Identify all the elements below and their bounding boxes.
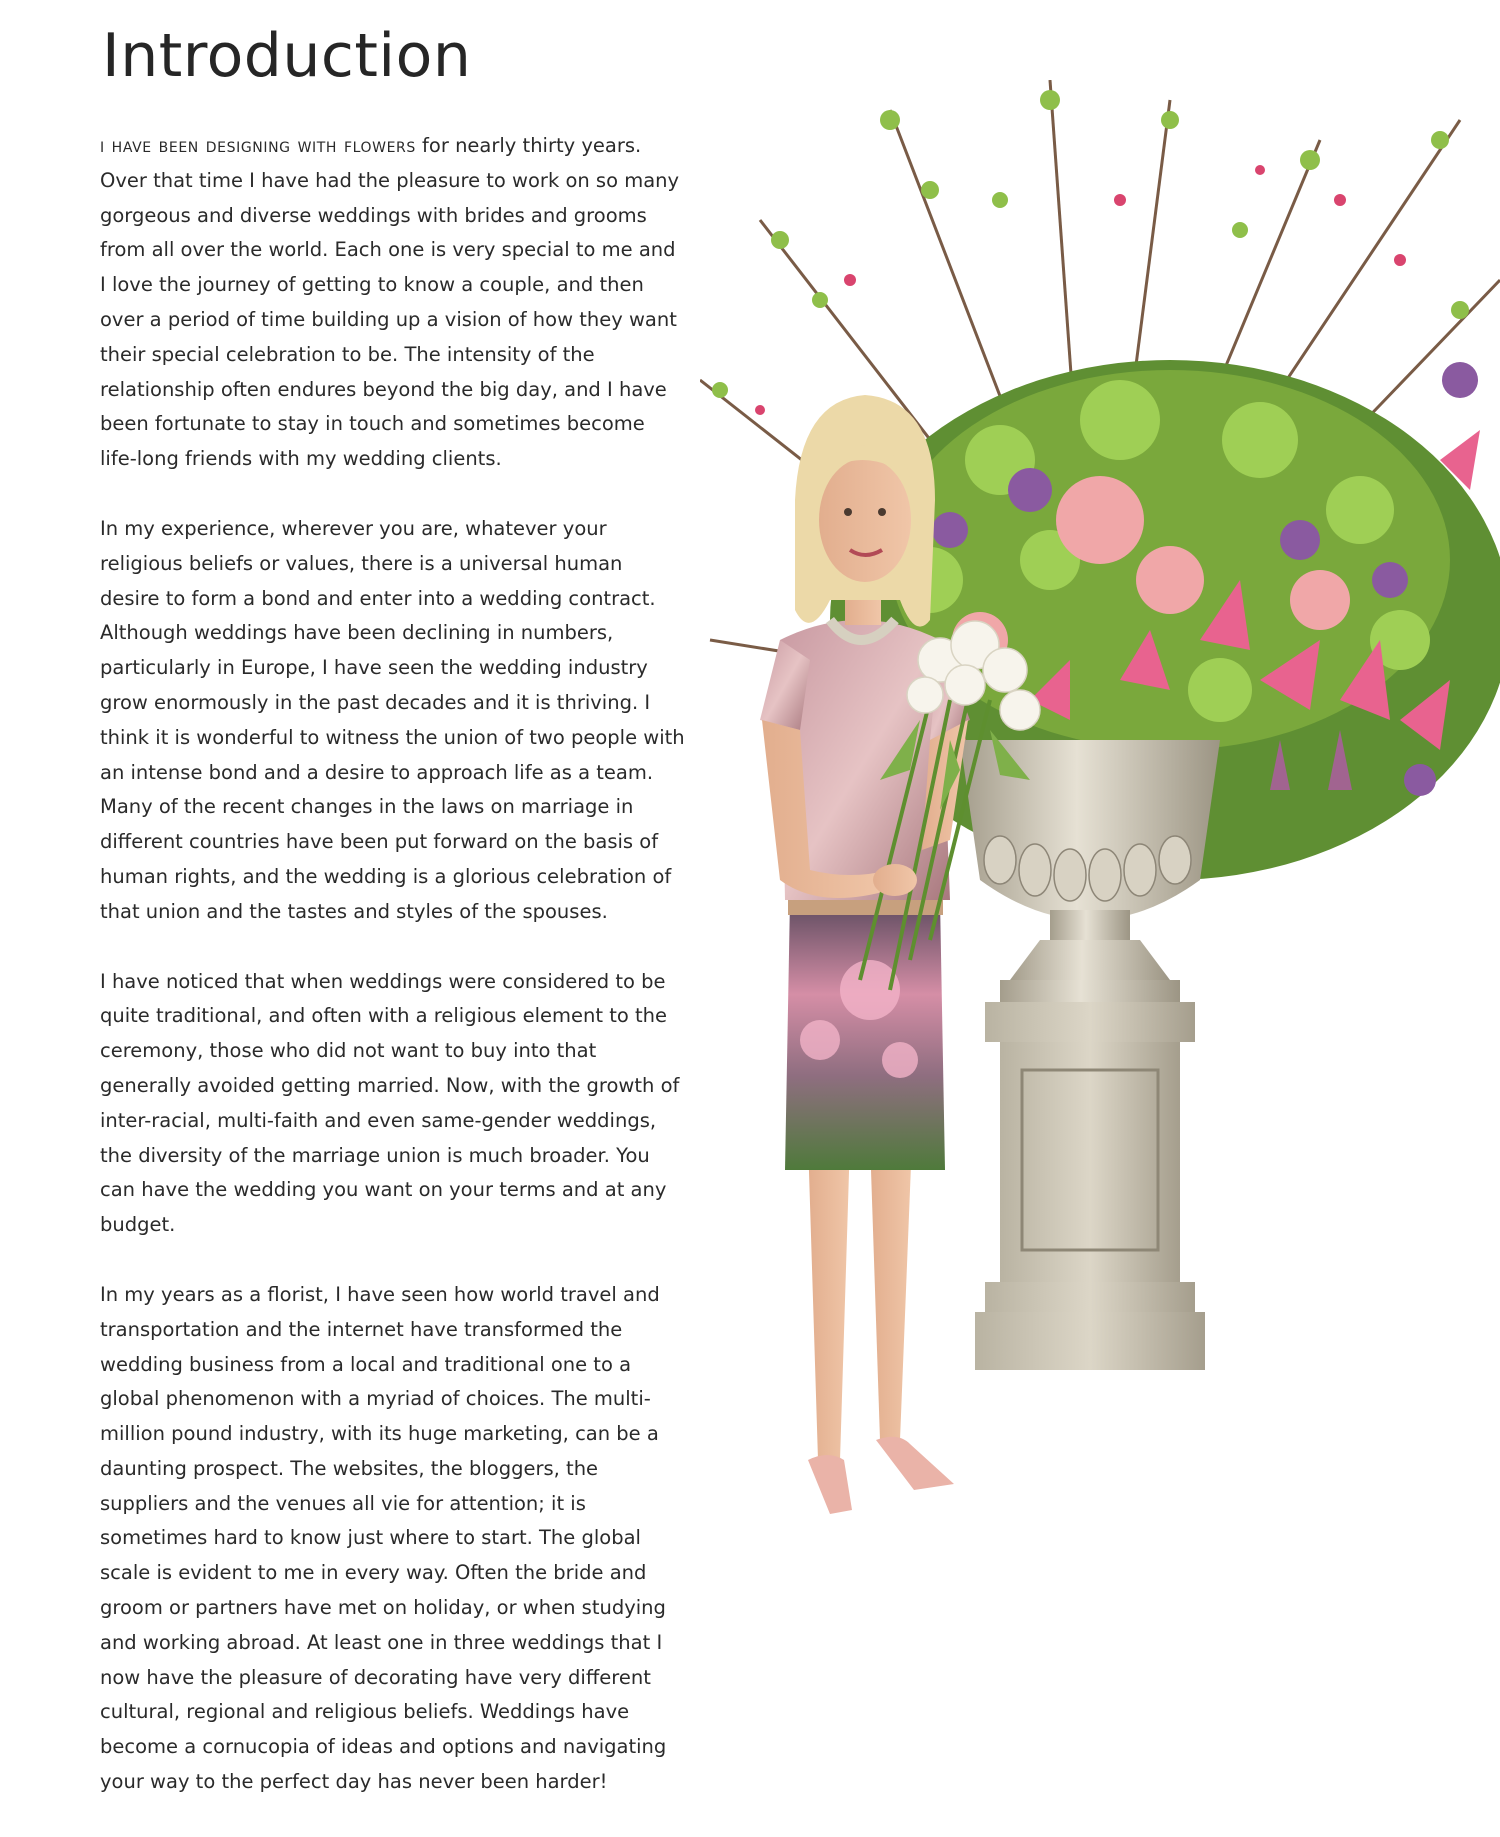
paragraph-3: I have noticed that when weddings were considered to be quite traditional, and often with a religious element to the ceremony, those who did not want to buy into that generally avoided getting married. Now, with the growth of inter-racial, multi-faith and even same-gender weddings, the diversity of the marriage union is much broader. You can have the wedding you want on your terms and at any budget. — [100, 969, 680, 1237]
florist-with-flower-urn-photo-icon — [700, 80, 1500, 1800]
body-text — [100, 128, 685, 1835]
paragraph-2: In my experience, wherever you are, whatever your religious beliefs or values, there is a universal human desire to form a bond and enter into a wedding contract. Although weddings have been declining in numbers, particularly in Europe, I have seen the wedding industry grow enormously in the past decades and it is thriving. I think it is wonderful to witness the union of two people with an intense bond and a desire to approach life as a team. Many of the recent changes in the laws on marriage in different countries have been put forward on the basis of human rights, and the wedding is a glorious celebration of that union and the tastes and styles of the spouses. — [100, 516, 685, 923]
paragraph-4: In my years as a florist, I have seen how world travel and transportation and the internet have transformed the wedding business from a local and traditional one to a global phenomenon with a myriad of choices. The multi-million pound industry, with its huge marketing, can be a daunting prospect. The websites, the bloggers, the suppliers and the venues all vie for attention; it is sometimes hard to know just where to start. The global scale is evident to me in every way. Often the bride and groom or partners have met on holiday, or when studying and working abroad. At least one in three weddings that I now have the pleasure of decorating have very different cultural, regional and religious beliefs. Weddings have become a cornucopia of ideas and options and navigating your way to the perfect day has never been harder! — [100, 1282, 667, 1794]
paragraph-1-text: for nearly thirty years. Over that time I have had the pleasure to work on so many gorgeous and diverse weddings with brides and grooms from all over the world. Each one is very special to me and I love the journey of getting to know a couple, and then over a period of time building up a vision of how they want their special celebration to be. The intensity of the relationship often endures beyond the big day, and I have been fortunate to stay in touch and sometimes become life-long friends with my wedding clients. — [100, 134, 680, 471]
florist-photo — [700, 80, 1500, 1800]
paragraph-lead-in: i have been designing with flowers — [100, 133, 416, 157]
paragraph-1 — [100, 128, 685, 477]
page-title: Introduction — [102, 21, 472, 91]
